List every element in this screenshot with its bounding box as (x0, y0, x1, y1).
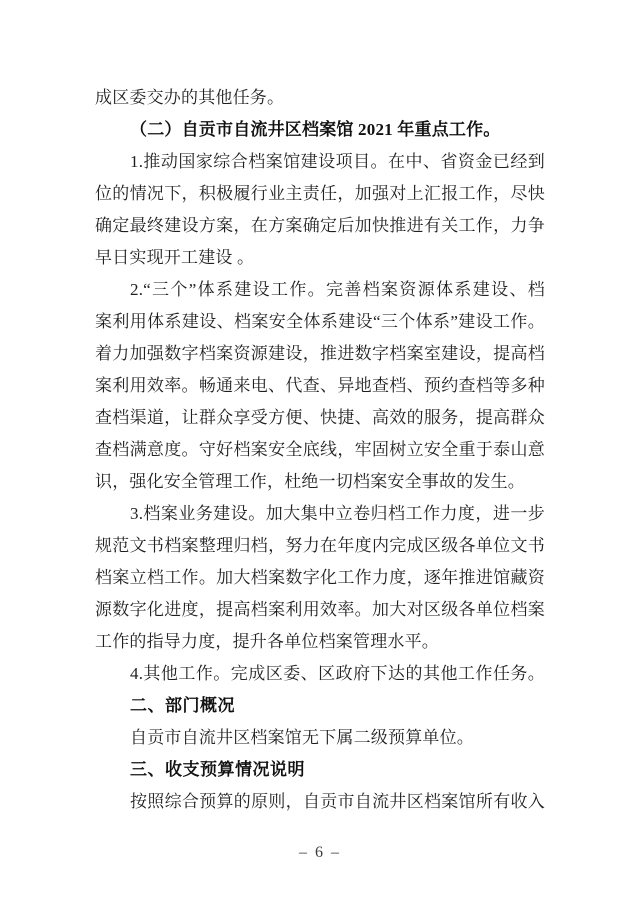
text-line: 工作的指导力度，提升各单位档案管理水平。 (95, 632, 439, 651)
text-line: 1.推动国家综合档案馆建设项目。在中、省资金已经到 (130, 152, 545, 171)
text-line: 档案立档工作。加大档案数字化工作力度，逐年推进馆藏资 (95, 568, 545, 587)
text-line: 4.其他工作。完成区委、区政府下达的其他工作任务。 (130, 664, 545, 683)
page-number: – 6 – (299, 844, 341, 861)
section-heading: 二、部门概况 (130, 696, 235, 715)
text-line: 规范文书档案整理归档，努力在年度内完成区级各单位文书 (95, 536, 545, 555)
text-line: 位的情况下，积极履行业主责任，加强对上汇报工作，尽快 (95, 184, 545, 203)
subsection-heading: （二）自贡市自流井区档案馆 2021 年重点工作。 (130, 120, 501, 139)
text-line: 2.“三个”体系建设工作。完善档案资源体系建设、档 (130, 280, 545, 299)
text-line: 3.档案业务建设。加大集中立卷归档工作力度，进一步 (130, 504, 545, 523)
text-line: 案利用体系建设、档案安全体系建设“三个体系”建设工作。 (95, 312, 545, 331)
document-body (95, 82, 545, 818)
text-line: 确定最终建设方案，在方案确定后加快推进有关工作，力争 (95, 216, 545, 235)
text-line: 早日实现开工建设 。 (95, 248, 255, 267)
text-line: 查档渠道，让群众享受方便、快捷、高效的服务，提高群众 (95, 408, 545, 427)
text-line: 案利用效率。畅通来电、代查、异地查档、预约查档等多种 (95, 376, 545, 395)
text-line: 识，强化安全管理工作，杜绝一切档案安全事故的发生。 (95, 472, 525, 491)
text-line: 着力加强数字档案资源建设，推进数字档案室建设，提高档 (95, 344, 545, 363)
text-line: 按照综合预算的原则，自贡市自流井区档案馆所有收入 (130, 792, 545, 811)
section-heading: 三、收支预算情况说明 (130, 760, 305, 779)
text-line: 自贡市自流井区档案馆无下属二级预算单位。 (130, 728, 474, 747)
text-line: 源数字化进度，提高档案利用效率。加大对区级各单位档案 (95, 600, 545, 619)
text-line: 查档满意度。守好档案安全底线，牢固树立安全重于泰山意 (95, 440, 545, 459)
text-line: 成区委交办的其他任务。 (95, 88, 285, 107)
